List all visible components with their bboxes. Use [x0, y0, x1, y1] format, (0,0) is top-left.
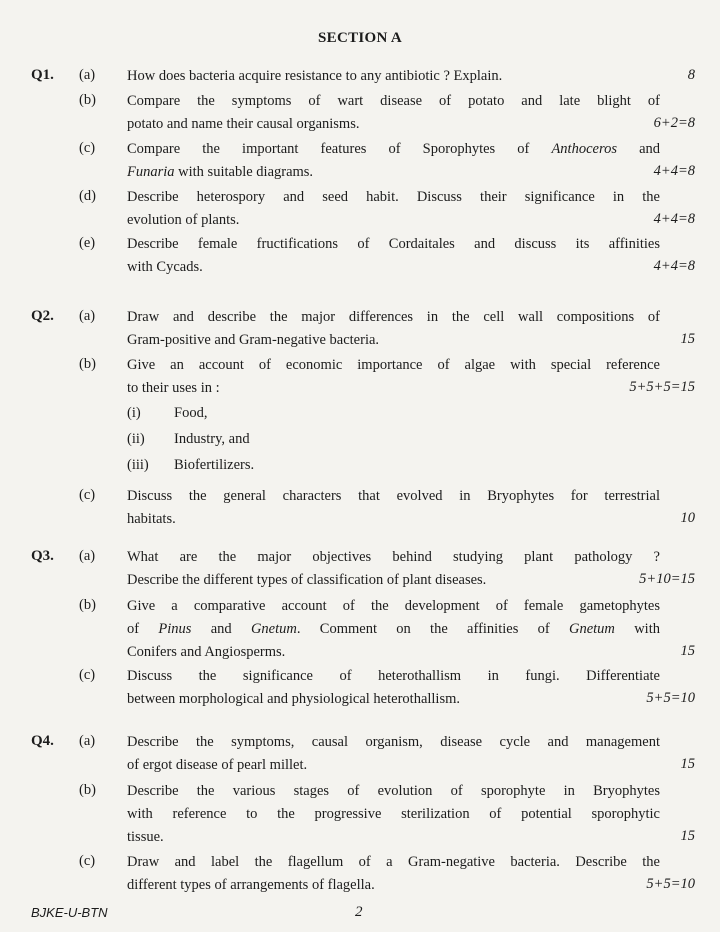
- text-line: Draw and describe the major differences in the cell wall compositions of: [127, 309, 660, 325]
- text-line: Give a comparative account of the development of female gametophytes: [127, 598, 660, 614]
- part-label: (c): [79, 853, 96, 869]
- text-line: to their uses in :: [127, 380, 220, 396]
- text-line: Describe female fructifications of Cordaitales and discuss its affinities: [127, 236, 660, 252]
- part-text: [127, 233, 660, 279]
- subitem: [127, 431, 250, 448]
- text-line: Give an account of economic importance of algae with special reference: [127, 357, 660, 373]
- section-title: SECTION A: [318, 30, 402, 46]
- part-text: [127, 90, 660, 136]
- part-label: (e): [79, 235, 96, 251]
- text-line: potato and name their causal organisms.: [127, 116, 360, 132]
- question-label: Q4.: [31, 733, 54, 749]
- subitem-text: Biofertilizers.: [174, 457, 255, 473]
- part-label: (b): [79, 782, 96, 798]
- part-text: [127, 731, 660, 777]
- marks: 10: [680, 510, 695, 526]
- part-label: (b): [79, 597, 96, 613]
- text-line: with Cycads.: [127, 259, 203, 275]
- subitem: [127, 457, 254, 474]
- text-line: evolution of plants.: [127, 212, 240, 228]
- marks: 5+10=15: [639, 571, 695, 587]
- page-number: 2: [355, 904, 363, 920]
- part-text: [127, 138, 660, 184]
- text-line: Describe the various stages of evolution of sporophyte in Bryophytes: [127, 783, 660, 799]
- subitem-number: (ii): [127, 431, 145, 447]
- subitem-text: Food,: [174, 405, 208, 421]
- part-label: (c): [79, 487, 96, 503]
- text-line: of ergot disease of pearl millet.: [127, 757, 308, 773]
- text-line: Discuss the significance of heterothallism in fungi. Differentiate: [127, 668, 660, 684]
- part-text: [127, 186, 660, 232]
- subitem-number: (iii): [127, 457, 149, 473]
- part-text: [127, 851, 660, 897]
- marks: 4+4=8: [653, 163, 695, 179]
- part-label: (b): [79, 92, 96, 108]
- part-label: (a): [79, 733, 96, 749]
- marks: 15: [680, 643, 695, 659]
- text-line: Describe the different types of classification of plant diseases.: [127, 572, 487, 588]
- text-line: between morphological and physiological heterothallism.: [127, 691, 461, 707]
- question-label: Q3.: [31, 548, 54, 564]
- subitem-number: (i): [127, 405, 141, 421]
- marks: 4+4=8: [653, 211, 695, 227]
- part-text: [127, 665, 660, 711]
- marks: 5+5=10: [646, 690, 695, 706]
- marks: 15: [680, 331, 695, 347]
- part-label: (b): [79, 356, 96, 372]
- part-text: [127, 354, 660, 400]
- marks: 8: [687, 67, 695, 83]
- text-line: habitats.: [127, 511, 176, 527]
- part-text: [127, 780, 660, 849]
- part-label: (c): [79, 667, 96, 683]
- text-line: Funaria with suitable diagrams.: [127, 164, 314, 180]
- text-line: Draw and label the flagellum of a Gram-negative bacteria. Describe the: [127, 854, 660, 870]
- text-line: tissue.: [127, 829, 164, 845]
- text-line: Compare the important features of Sporophytes of Anthoceros and: [127, 141, 660, 157]
- part-label: (a): [79, 308, 96, 324]
- text-line: Conifers and Angiosperms.: [127, 644, 286, 660]
- text-line: of Pinus and Gnetum. Comment on the affinities of Gnetum with: [127, 621, 660, 637]
- marks: 4+4=8: [653, 258, 695, 274]
- text-line: How does bacteria acquire resistance to any antibiotic ? Explain.: [127, 68, 503, 84]
- marks: 15: [680, 756, 695, 772]
- part-label: (a): [79, 67, 96, 83]
- text-line: Discuss the general characters that evolved in Bryophytes for terrestrial: [127, 488, 660, 504]
- text-line: with reference to the progressive sterilization of potential sporophytic: [127, 806, 660, 822]
- part-text: [127, 546, 660, 592]
- part-label: (c): [79, 140, 96, 156]
- marks: 5+5+5=15: [629, 379, 695, 395]
- part-label: (d): [79, 188, 96, 204]
- text-line: Describe heterospory and seed habit. Discuss their significance in the: [127, 189, 660, 205]
- text-line: Compare the symptoms of wart disease of potato and late blight of: [127, 93, 660, 109]
- part-text: [127, 595, 660, 664]
- text-line: What are the major objectives behind studying plant pathology ?: [127, 549, 660, 565]
- marks: 6+2=8: [653, 115, 695, 131]
- marks: 15: [680, 828, 695, 844]
- text-line: Gram-positive and Gram-negative bacteria.: [127, 332, 380, 348]
- question-label: Q2.: [31, 308, 54, 324]
- paper-code: BJKE-U-BTN: [31, 905, 108, 920]
- text-line: different types of arrangements of flagella.: [127, 877, 375, 893]
- subitem: [127, 405, 207, 422]
- text-line: Describe the symptoms, causal organism, disease cycle and management: [127, 734, 660, 750]
- part-text: [127, 65, 660, 88]
- subitem-text: Industry, and: [174, 431, 250, 447]
- marks: 5+5=10: [646, 876, 695, 892]
- question-label: Q1.: [31, 67, 54, 83]
- part-text: [127, 306, 660, 352]
- part-label: (a): [79, 548, 96, 564]
- part-text: [127, 485, 660, 531]
